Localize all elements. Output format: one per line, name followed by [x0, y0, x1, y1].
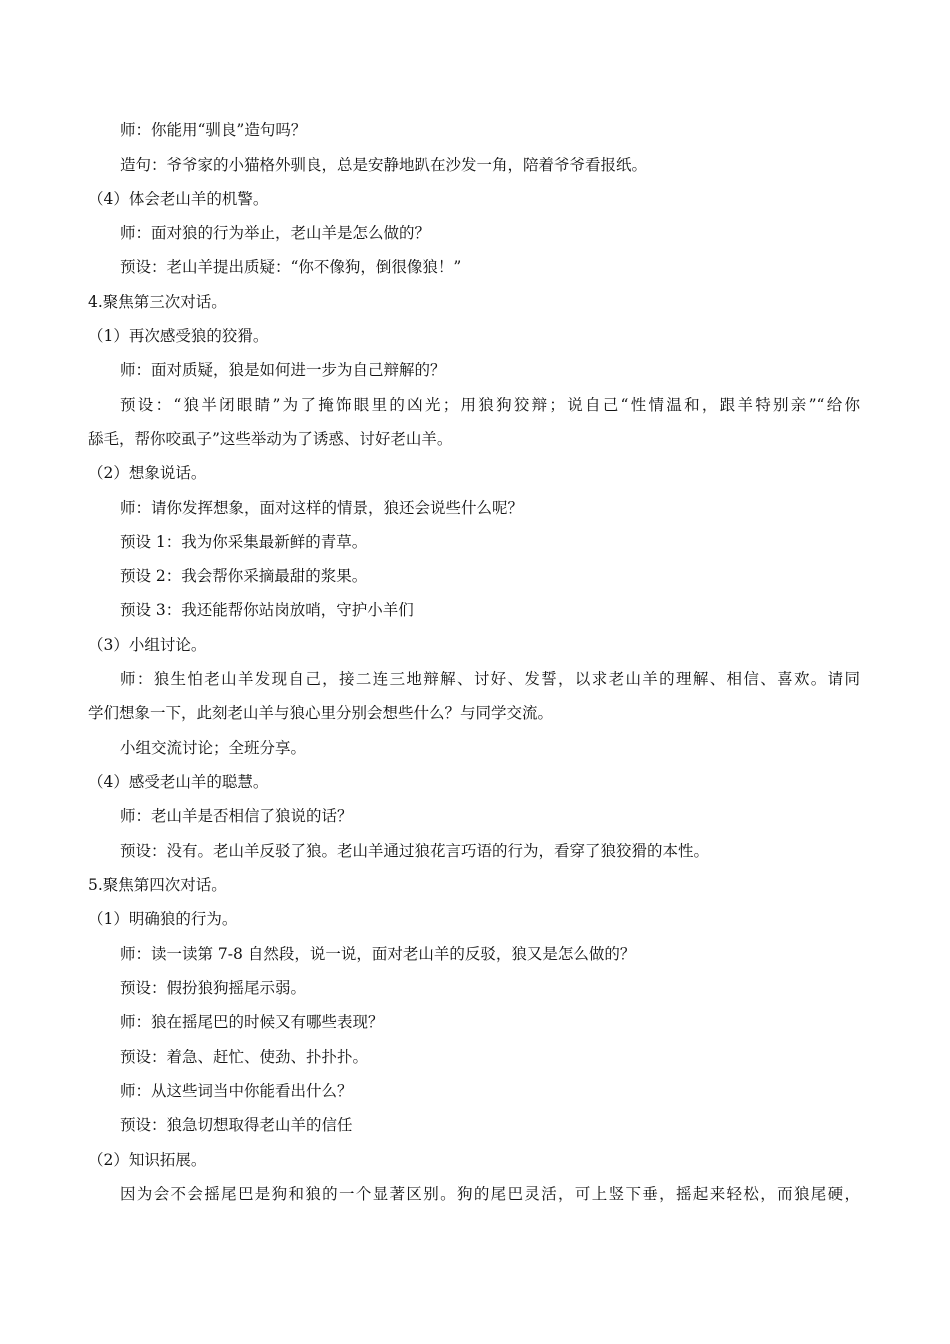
section-heading: （4）体会老山羊的机警。: [88, 190, 269, 208]
paragraph-preset-answer: 预设 3：我还能帮你站岗放哨，守护小羊们: [120, 601, 414, 619]
paragraph-teacher-question: 师：狼在摇尾巴的时候又有哪些表现？: [120, 1013, 384, 1031]
section-heading: （1）再次感受狼的狡猾。: [88, 327, 269, 345]
paragraph-activity: 小组交流讨论；全班分享。: [120, 739, 307, 757]
paragraph-teacher-question: 师：读一读第 7-8 自然段，说一说，面对老山羊的反驳，狼又是怎么做的？: [120, 945, 636, 963]
paragraph-teacher-question: 师：面对狼的行为举止，老山羊是怎么做的？: [120, 224, 431, 242]
paragraph-teacher-question: 师：老山羊是否相信了狼说的话？: [120, 807, 353, 825]
paragraph-continuation: 学们想象一下，此刻老山羊与狼心里分别会想些什么？与同学交流。: [88, 704, 554, 722]
paragraph-body: 因为会不会摇尾巴是狗和狼的一个显著区别。狗的尾巴灵活，可上竖下垂，摇起来轻松，而狼尾硬，: [120, 1185, 860, 1203]
paragraph-teacher-question: 师：请你发挥想象，面对这样的情景，狼还会说些什么呢？: [120, 499, 524, 517]
paragraph-preset-answer: 预设：着急、赶忙、使劲、扑扑扑。: [120, 1048, 369, 1066]
paragraph-example-sentence: 造句：爷爷家的小猫格外驯良，总是安静地趴在沙发一角，陪着爷爷看报纸。: [120, 156, 648, 174]
paragraph-continuation: 舔毛，帮你咬虱子”这些举动为了诱惑、讨好老山羊。: [88, 430, 453, 448]
section-title: 5.聚焦第四次对话。: [88, 876, 227, 894]
section-heading: （1）明确狼的行为。: [88, 910, 238, 928]
section-heading: （4）感受老山羊的聪慧。: [88, 773, 269, 791]
paragraph-preset-answer: 预设：狼急切想取得老山羊的信任: [120, 1116, 353, 1134]
paragraph-teacher-question: 师：你能用“驯良”造句吗？: [120, 121, 307, 139]
paragraph-preset-answer: 预设：假扮狼狗摇尾示弱。: [120, 979, 307, 997]
paragraph-preset-answer: 预设：“狼半闭眼睛”为了掩饰眼里的凶光；用狼狗狡辩；说自己“性情温和，跟羊特别亲”“给你: [120, 396, 860, 414]
paragraph-teacher-question: 师：从这些词当中你能看出什么？: [120, 1082, 353, 1100]
paragraph-teacher-question: 师：面对质疑，狼是如何进一步为自己辩解的？: [120, 361, 446, 379]
section-title: 4.聚焦第三次对话。: [88, 293, 227, 311]
paragraph-preset-answer: 预设 1：我为你采集最新鲜的青草。: [120, 533, 368, 551]
paragraph-teacher-question: 师：狼生怕老山羊发现自己，接二连三地辩解、讨好、发誓，以求老山羊的理解、相信、喜欢。请同: [120, 670, 860, 688]
paragraph-preset-answer: 预设：老山羊提出质疑：“你不像狗，倒很像狼！”: [120, 258, 462, 276]
section-heading: （2）知识拓展。: [88, 1151, 207, 1169]
section-heading: （3）小组讨论。: [88, 636, 207, 654]
paragraph-preset-answer: 预设 2：我会帮你采摘最甜的浆果。: [120, 567, 368, 585]
paragraph-preset-answer: 预设：没有。老山羊反驳了狼。老山羊通过狼花言巧语的行为，看穿了狼狡猾的本性。: [120, 842, 710, 860]
section-heading: （2）想象说话。: [88, 464, 207, 482]
